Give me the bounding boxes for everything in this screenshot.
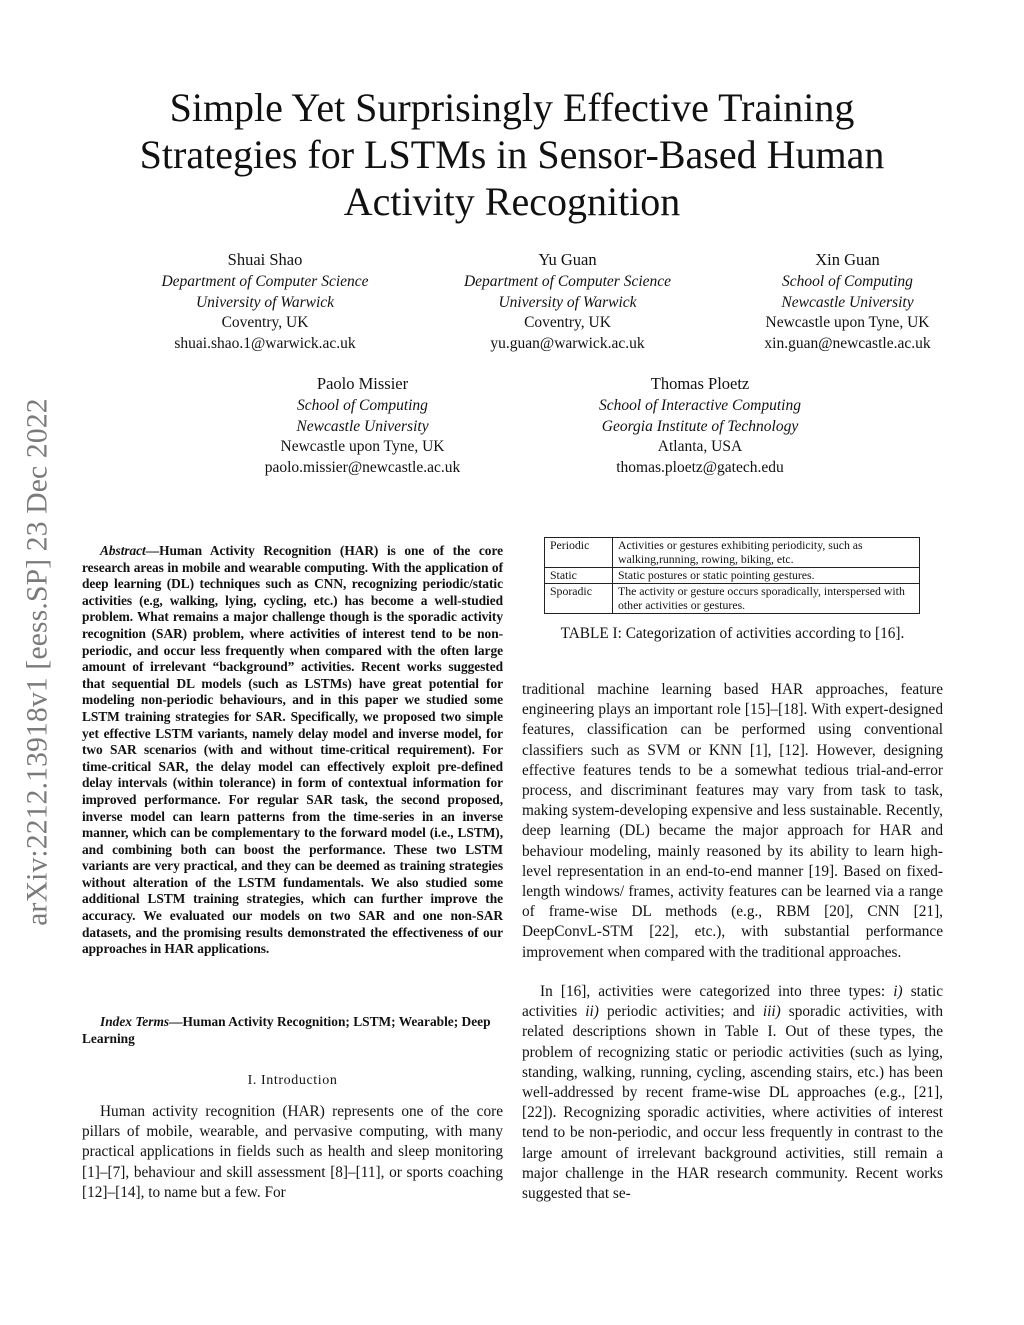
author-location: Newcastle upon Tyne, UK xyxy=(280,438,445,456)
author-block xyxy=(575,374,825,479)
author-email: yu.guan@warwick.ac.uk xyxy=(490,335,645,353)
table-row xyxy=(545,538,920,568)
intro-paragraph: Human activity recognition (HAR) represents one of the core pillars of mobile, wearable, and pervasive computing, with many practical applications in fields such as health and sleep monitoring [1]–[7], behaviour and skill assessment [8]–[11], or sports coaching [12]–[14], to name but a few. For xyxy=(82,1103,503,1201)
index-terms-label: Index Terms xyxy=(100,1014,170,1029)
author-email: shuai.shao.1@warwick.ac.uk xyxy=(174,335,356,353)
text-run: periodic activities; and xyxy=(598,1003,763,1021)
table-cell-description: Static postures or static pointing gestures. xyxy=(613,568,920,584)
author-organization: University of Warwick xyxy=(498,293,637,311)
body-paragraph xyxy=(522,982,943,1204)
author-name: Shuai Shao xyxy=(227,250,303,269)
table-cell-category: Sporadic xyxy=(545,584,613,614)
author-email: thomas.ploetz@gatech.edu xyxy=(616,459,784,477)
author-department: School of Computing xyxy=(782,272,913,290)
section-heading-introduction xyxy=(82,1073,503,1089)
index-terms-text: —Human Activity Recognition; LSTM; Wearable; Deep Learning xyxy=(82,1014,491,1046)
author-name: Thomas Ploetz xyxy=(650,374,750,393)
table-cell-description: The activity or gesture occurs sporadically, interspersed with other activities or gestures. xyxy=(613,584,920,614)
text-run: In [16], activities were categorized into three types: xyxy=(540,983,894,1000)
table-cell-description: Activities or gestures exhibiting periodicity, such as walking,running, rowing, biking, etc. xyxy=(613,538,920,568)
paper-title: Simple Yet Surprisingly Effective Training Strategies for LSTMs in Sensor-Based Human Activity Recognition xyxy=(139,85,885,224)
author-organization: Newcastle University xyxy=(781,293,914,311)
table-cell-category: Periodic xyxy=(545,538,613,568)
enumeration-marker: ii) xyxy=(585,1003,599,1021)
author-location: Coventry, UK xyxy=(221,314,309,332)
table-caption: TABLE I: Categorization of activities according to [16]. xyxy=(560,625,905,642)
category-table xyxy=(544,537,920,614)
table-cell-category: Static xyxy=(545,568,613,584)
author-location: Atlanta, USA xyxy=(657,438,743,456)
activity-categorization-table xyxy=(544,537,920,614)
author-department: School of Interactive Computing xyxy=(599,396,801,414)
index-terms xyxy=(82,1014,503,1047)
author-block xyxy=(240,374,485,479)
author-department: School of Computing xyxy=(297,396,428,414)
author-name: Yu Guan xyxy=(538,250,597,269)
body-paragraph: traditional machine learning based HAR approaches, feature engineering plays an important role [15]–[18]. With expert-designed features, classification can be performed using conventional classifiers such as SVM or KNN [1], [12]. However, designing effective features tends to be a somewhat tedious trial-and-error process, and discriminant features may vary from task to task, making system-developing expensive and less sustainable. Recently, deep learning (DL) became the major approach for HAR and behaviour modeling, mainly reasoned by its ability to learn high-level representation in an end-to-end manner [19]. Based on fixed-length windows/ frames, activity features can be learned via a range of frame-wise DL methods (e.g., RBM [20], CNN [21], DeepConvL-STM [22], etc.), with substantial performance improvement when compared with the traditional approaches. xyxy=(522,681,943,961)
author-organization: University of Warwick xyxy=(195,293,335,311)
text-run: sporadic activities, with related descriptions shown in Table I. Out of these types, the problem of recognizing static or periodic activities (such as lying, standing, walking, running, cycling, ascending stairs, etc.) has been well-addressed by recent frame-wise DL approaches (e.g., [21], [22]). Recognizing sporadic activities, where activities of interest tend to be non-periodic, and occur less frequently in contrast to the large amount of irrelevant background activities, still remain a major challenge in the HAR research community. Recent works suggested that se- xyxy=(522,1003,943,1203)
author-block xyxy=(140,250,390,355)
arxiv-sidebar-stamp xyxy=(17,352,59,972)
abstract xyxy=(82,543,503,958)
enumeration-marker: iii) xyxy=(762,1003,781,1021)
author-name: Paolo Missier xyxy=(316,374,409,393)
author-department: Department of Computer Science xyxy=(463,272,672,290)
abstract-text: —Human Activity Recognition (HAR) is one of the core research areas in mobile and wearable computing. With the application of deep learning (DL) techniques such as CNN, recognizing periodic/static activities (e.g, walking, lying, cycling, etc.) has become a well-studied problem. What remains a major challenge though is the sporadic activity recognition (SAR) problem, where activities of interest tend to be non-periodic, and occur less frequently when compared with the often large amount of irrelevant “background” activities. Recent works suggested that sequential DL models (such as LSTMs) have great potential for modeling non-periodic behaviours, and in this paper we studied some LSTM training strategies for SAR. Specifically, we proposed two simple yet effective LSTM variants, namely delay model and inverse model, for two SAR scenarios (with and without time-critical requirement). For time-critical SAR, the delay model can effectively exploit pre-defined delay intervals (within tolerance) in form of contextual information for improved performance. For regular SAR task, the second proposed, inverse model can learn patterns from the time-series in an inverse manner, which can be complementary to the forward model (i.e., LSTM), and combining both can boost the performance. These two LSTM variants are very practical, and they can be deemed as training strategies without alteration of the LSTM fundamentals. We also studied some additional LSTM training strategies, which can further improve the accuracy. We evaluated our models on two SAR and one non-SAR datasets, and the promising results demonstrated the effectiveness of our approaches in HAR applications. xyxy=(82,543,503,957)
author-block xyxy=(745,250,950,355)
abstract-label: Abstract xyxy=(100,543,146,558)
author-email: xin.guan@newcastle.ac.uk xyxy=(764,335,931,353)
enumeration-marker: i) xyxy=(893,983,903,1000)
author-organization: Georgia Institute of Technology xyxy=(601,417,799,435)
table-row xyxy=(545,584,920,614)
author-location: Coventry, UK xyxy=(524,314,611,332)
text-run: static activities xyxy=(522,983,943,1021)
table-row xyxy=(545,568,920,584)
author-name: Xin Guan xyxy=(815,250,880,269)
arxiv-identifier: arXiv:2212.13918v1 [eess.SP] 23 Dec 2022 xyxy=(21,398,54,926)
author-email: paolo.missier@newcastle.ac.uk xyxy=(264,459,461,477)
author-location: Newcastle upon Tyne, UK xyxy=(765,314,930,332)
author-organization: Newcastle University xyxy=(296,417,429,435)
section-heading-text: I. Introduction xyxy=(247,1073,338,1088)
author-department: Department of Computer Science xyxy=(161,272,369,290)
author-block xyxy=(440,250,695,355)
